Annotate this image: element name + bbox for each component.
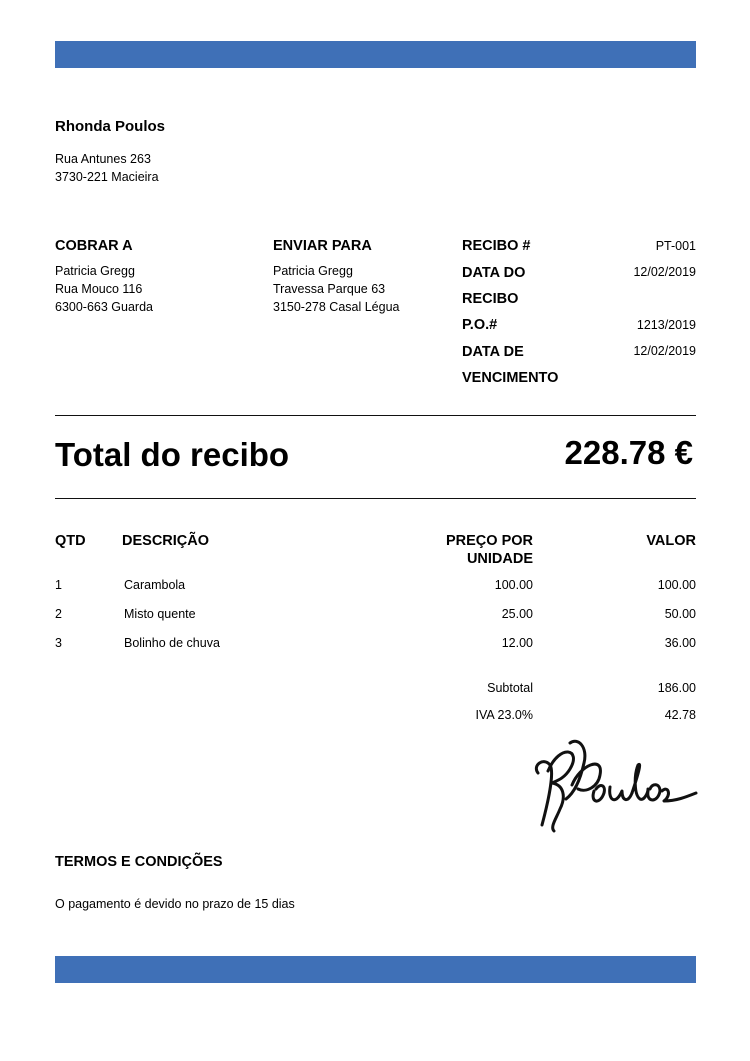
row-qty: 3: [55, 636, 62, 650]
row-amount: 50.00: [664, 607, 696, 621]
row-amount: 100.00: [657, 578, 696, 592]
meta-value-receipt-number: PT-001: [655, 239, 696, 253]
ship-to-heading: ENVIAR PARA: [273, 238, 372, 254]
col-header-qty: QTD: [55, 533, 86, 549]
row-qty: 1: [55, 578, 62, 592]
meta-label-due-date-line1: DATA DE: [462, 344, 524, 360]
meta-label-receipt-date-line2: RECIBO: [462, 291, 519, 307]
meta-label-po-number: P.O.#: [462, 317, 498, 333]
divider-top: [55, 415, 696, 416]
meta-value-po-number: 1213/2019: [636, 318, 696, 332]
row-unit-price: 25.00: [501, 607, 533, 621]
meta-label-due-date-line2: VENCIMENTO: [462, 370, 559, 386]
total-value: 228.78 €: [564, 434, 693, 471]
col-header-amount: VALOR: [646, 533, 696, 549]
row-unit-price: 100.00: [494, 578, 533, 592]
ship-to-address-line2: 3150-278 Casal Légua: [273, 300, 400, 314]
tax-label: IVA 23.0%: [475, 708, 533, 722]
row-amount: 36.00: [664, 636, 696, 650]
col-header-unit-price-line2: UNIDADE: [466, 551, 533, 567]
meta-value-due-date: 12/02/2019: [633, 344, 696, 358]
ship-to-address-line1: Travessa Parque 63: [273, 282, 386, 296]
row-description: Bolinho de chuva: [124, 636, 220, 650]
signature-image: [530, 735, 700, 835]
bill-to-name: Patricia Gregg: [55, 264, 135, 278]
svg-text:R.Poulos: R.Poulos: [530, 735, 535, 736]
sender-address-line1: Rua Antunes 263: [55, 152, 151, 166]
sender-address-line2: 3730-221 Macieira: [55, 170, 159, 184]
row-qty: 2: [55, 607, 62, 621]
tax-value: 42.78: [664, 708, 696, 722]
sender-name: Rhonda Poulos: [55, 118, 165, 135]
ship-to-name: Patricia Gregg: [273, 264, 353, 278]
col-header-description: DESCRIÇÃO: [122, 533, 210, 549]
subtotal-label: Subtotal: [487, 681, 533, 695]
row-description: Carambola: [124, 578, 186, 592]
bill-to-address-line2: 6300-663 Guarda: [55, 300, 153, 314]
meta-label-receipt-date-line1: DATA DO: [462, 265, 526, 281]
bill-to-heading: COBRAR A: [55, 238, 133, 254]
subtotal-value: 186.00: [657, 681, 696, 695]
divider-bottom: [55, 498, 696, 499]
meta-label-receipt-number: RECIBO #: [462, 238, 531, 254]
header-accent-bar: [55, 41, 696, 68]
terms-heading: TERMOS E CONDIÇÕES: [55, 854, 223, 870]
row-unit-price: 12.00: [501, 636, 533, 650]
terms-text: O pagamento é devido no prazo de 15 dias: [55, 897, 295, 911]
bill-to-address-line1: Rua Mouco 116: [55, 282, 143, 296]
total-label: Total do recibo: [55, 436, 290, 473]
row-description: Misto quente: [124, 607, 196, 621]
meta-value-receipt-date: 12/02/2019: [633, 265, 696, 279]
footer-accent-bar: [55, 956, 696, 983]
col-header-unit-price-line1: PREÇO POR: [445, 533, 533, 549]
